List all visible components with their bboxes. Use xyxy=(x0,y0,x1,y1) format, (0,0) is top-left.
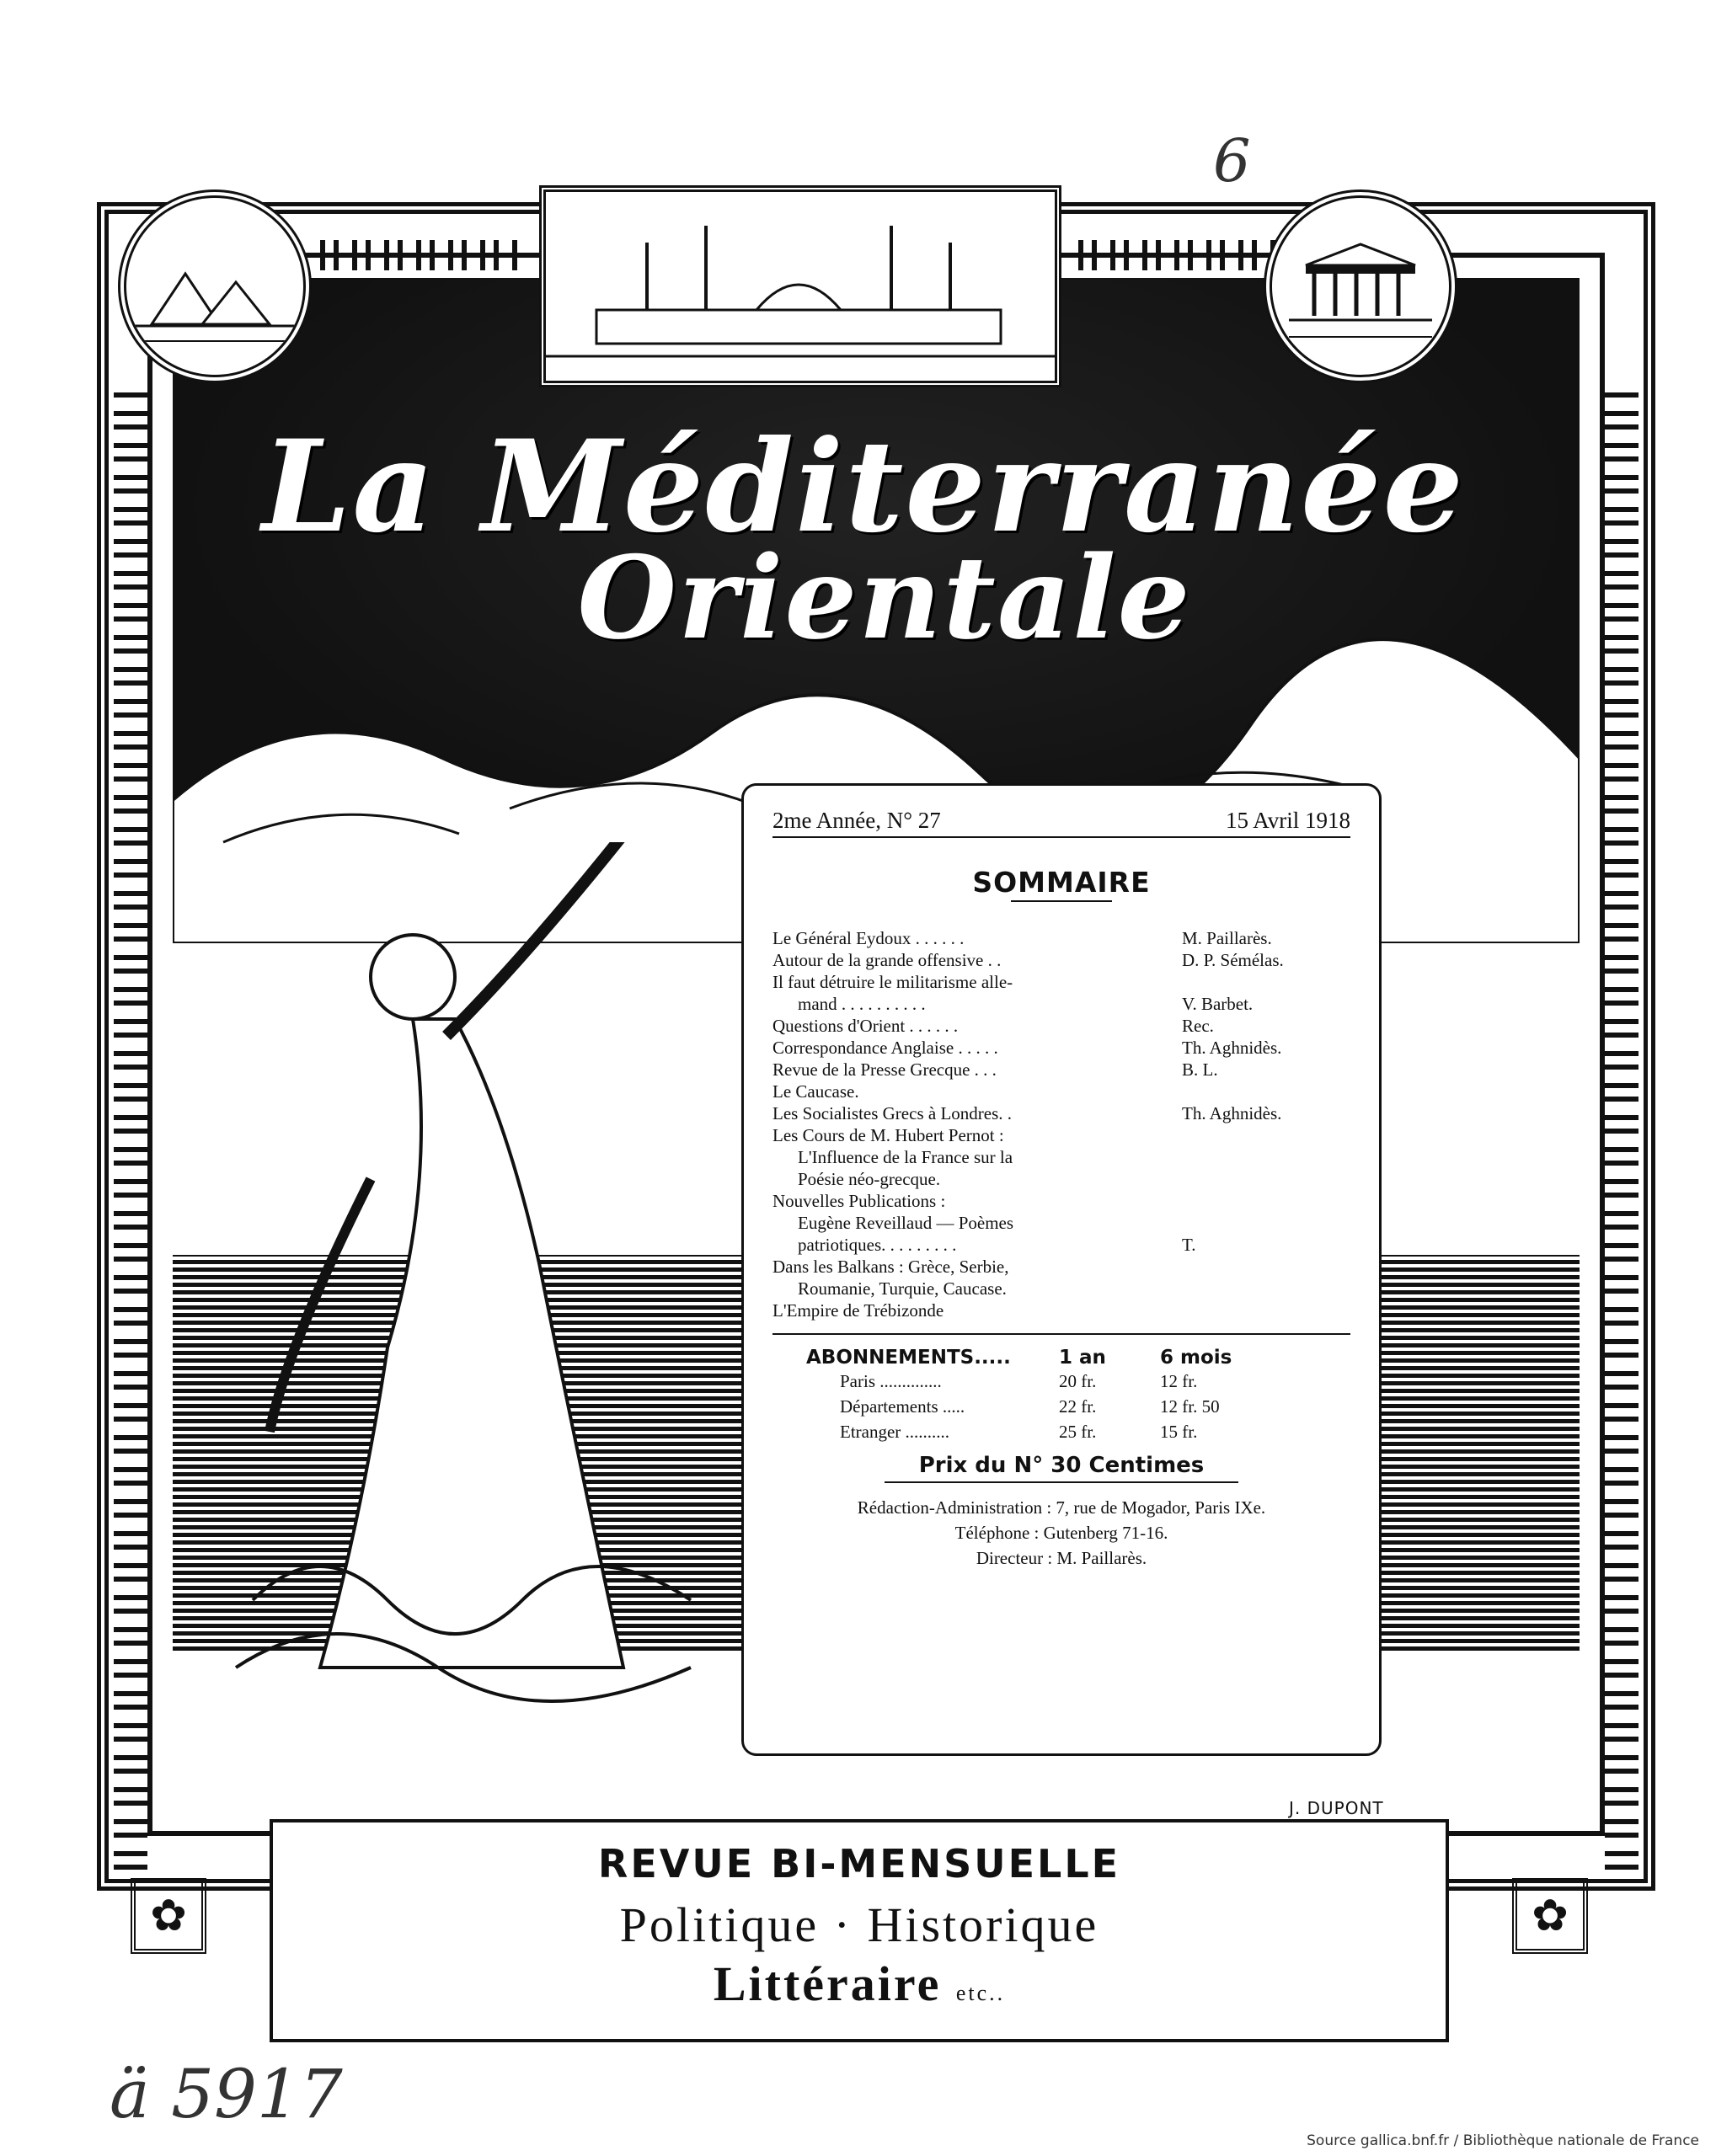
parthenon-medallion xyxy=(1264,189,1457,383)
toc-entry: Revue de la Presse Grecque . . . B. L. xyxy=(772,1059,1218,1080)
col-6-months: 6 mois xyxy=(1160,1347,1232,1369)
sommaire-heading: SOMMAIRE xyxy=(972,866,1151,899)
left-key-border xyxy=(114,387,147,1870)
divider xyxy=(1011,900,1112,902)
toc-entry: Dans les Balkans : Grèce, Serbie, xyxy=(772,1257,1009,1277)
toc-entry: Le Général Eydoux . . . . . . M. Paillarès. xyxy=(772,928,1272,948)
subscriptions-heading: ABONNEMENTS..... xyxy=(806,1347,1011,1369)
toc-entry: Poésie néo-grecque. xyxy=(798,1169,941,1189)
toc-entry: Les Socialistes Grecs à Londres. . Th. Aghnidès. xyxy=(772,1103,1282,1123)
toc-entry: Le Caucase. xyxy=(772,1081,859,1102)
artist-signature: J. DUPONT xyxy=(1289,1798,1384,1818)
rosette-right-icon: ✿ xyxy=(1512,1878,1588,1954)
divider xyxy=(772,1333,1350,1335)
toc-entry: Eugène Reveillaud — Poèmes xyxy=(798,1213,1014,1233)
toc-entry: L'Empire de Trébizonde xyxy=(772,1300,944,1321)
subscription-row: Paris .............. 20 fr. 12 fr. xyxy=(840,1371,1198,1391)
toc-entry: Roumanie, Turquie, Caucase. xyxy=(798,1278,1007,1299)
subscription-row: Départements ..... 22 fr. 12 fr. 50 xyxy=(840,1396,1220,1417)
toc-entry: Les Cours de M. Hubert Pernot : xyxy=(772,1125,1004,1145)
toc-entry: Nouvelles Publications : xyxy=(772,1191,946,1211)
toc-entry: L'Influence de la France sur la xyxy=(798,1147,1013,1167)
masthead-title-line1: La Méditerranée xyxy=(261,413,1466,561)
source-footer: Source gallica.bnf.fr / Bibliothèque nationale de France xyxy=(1307,2132,1699,2149)
telephone: Téléphone : Gutenberg 71-16. xyxy=(954,1523,1168,1543)
rosette-left-icon: ✿ xyxy=(131,1878,206,1954)
subscription-row: Etranger .......... 25 fr. 15 fr. xyxy=(840,1422,1198,1442)
col-1-year: 1 an xyxy=(1059,1347,1106,1369)
table-of-contents xyxy=(772,927,1350,1321)
allegorical-woman-figure xyxy=(219,842,741,1718)
pyramids-medallion xyxy=(118,189,312,383)
constantinople-panel xyxy=(539,185,1061,387)
pyramids-icon xyxy=(126,198,303,375)
toc-entry: Il faut détruire le militarisme alle- xyxy=(772,972,1013,992)
mosque-skyline-icon xyxy=(546,192,1055,381)
issue-number: 2me Année, N° 27 xyxy=(772,808,941,833)
handwritten-shelfmark: ä 5917 xyxy=(110,2055,343,2133)
editorial-address: Rédaction-Administration : 7, rue de Mogador, Paris IXe. xyxy=(857,1497,1266,1518)
right-key-border xyxy=(1605,387,1638,1870)
banner-literary: Littéraire etc.. xyxy=(713,1956,1006,2011)
issue-price: Prix du N° 30 Centimes xyxy=(918,1453,1205,1478)
banner-subtitle: REVUE BI-MENSUELLE xyxy=(597,1841,1121,1886)
toc-entry: Autour de la grande offensive . . D. P. Sémélas. xyxy=(772,950,1284,970)
temple-icon xyxy=(1272,198,1449,375)
issue-date: 15 Avril 1918 xyxy=(1226,808,1350,833)
toc-entry: Questions d'Orient . . . . . . Rec. xyxy=(772,1016,1214,1036)
subscriptions-header xyxy=(772,1347,1350,1369)
handwritten-number: 6 xyxy=(1213,126,1251,195)
issue-header xyxy=(772,809,1350,838)
toc-entry: Correspondance Anglaise . . . . . Th. Aghnidès. xyxy=(772,1038,1282,1058)
masthead-title-line2: Orientale xyxy=(577,531,1192,664)
title-banner-scroll xyxy=(270,1819,1449,2042)
toc-entry: mand . . . . . . . . . . V. Barbet. xyxy=(798,994,1254,1014)
banner-topics: Politique · Historique xyxy=(619,1897,1099,1952)
summary-panel xyxy=(741,783,1382,1756)
toc-entry: patriotiques. . . . . . . . . T. xyxy=(798,1235,1196,1255)
director: Directeur : M. Paillarès. xyxy=(976,1548,1147,1568)
divider xyxy=(885,1481,1238,1483)
